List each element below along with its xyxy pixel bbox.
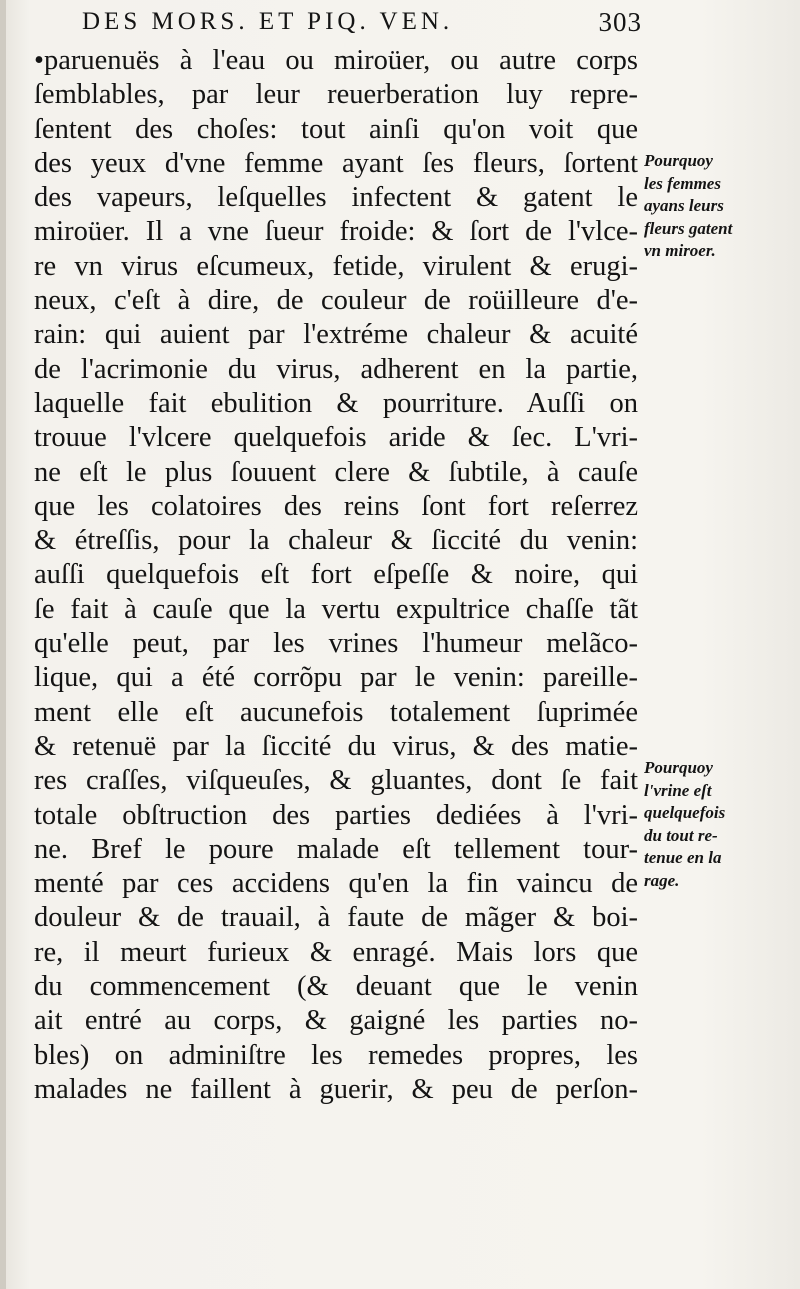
- text-line: ment elle eſt aucunefois totalement ſuprimée: [34, 696, 638, 728]
- text-line: laquelle fait ebulition & pourriture. Auſſi on: [34, 387, 638, 419]
- text-line: bles) on adminiſtre les remedes propres, les: [34, 1039, 638, 1071]
- margin-note-line: les femmes: [644, 173, 721, 193]
- text-line: ne. Bref le poure malade eſt tellement tour-: [34, 833, 638, 865]
- text-line: du commencement (& deuant que le venin: [34, 971, 638, 1003]
- text-line: malades ne faillent à guerir, & peu de perſon-: [34, 1073, 638, 1105]
- text-line: des yeux d'vne femme ayant ſes fleurs, ſortent: [34, 147, 638, 179]
- text-line: & étreſſis, pour la chaleur & ſiccité du venin:: [34, 525, 638, 557]
- page-gutter-shadow: [0, 0, 6, 1289]
- text-line: de l'acrimonie du virus, adherent en la partie,: [34, 353, 638, 385]
- margin-note-line: l'vrine eſt: [644, 780, 712, 800]
- text-line: ne eſt le plus ſouuent clere & ſubtile, à cauſe: [34, 456, 638, 488]
- text-line: ait entré au corps, & gaigné les parties no-: [34, 1005, 638, 1037]
- margin-note-line: rage.: [644, 870, 680, 890]
- running-head: [82, 4, 642, 40]
- margin-note-line: Pourquoy: [644, 151, 713, 170]
- margin-note-mirror: [644, 150, 768, 263]
- text-line: ſentent des choſes: tout ainſi qu'on voit que: [34, 113, 638, 145]
- body-text: [34, 44, 638, 1107]
- margin-note-line: quelquefois: [644, 803, 726, 822]
- margin-note-line: fleurs gatent: [644, 218, 733, 238]
- margin-note-line: ayans leurs: [644, 196, 724, 215]
- text-line: ſemblables, par leur reuerberation luy repre-: [34, 79, 638, 111]
- text-line: qu'elle peut, par les vrines l'humeur melãco-: [34, 628, 638, 660]
- text-line: totale obſtruction des parties dediées à l'vri-: [34, 799, 638, 831]
- text-line: lique, qui a été corrõpu par le venin: pareille-: [34, 662, 638, 694]
- text-line: auſſi quelquefois eſt fort eſpeſſe & noire, qui: [34, 559, 638, 591]
- text-line: res craſſes, viſqueuſes, & gluantes, dont ſe fait: [34, 765, 638, 797]
- text-line: re vn virus eſcumeux, fetide, virulent & erugi-: [34, 250, 638, 282]
- text-line: trouue l'vlcere quelquefois aride & ſec. L'vri-: [34, 422, 638, 454]
- text-line: douleur & de trauail, à faute de mãger & boi-: [34, 902, 638, 934]
- text-line: menté par ces accidens qu'en la fin vaincu de: [34, 868, 638, 900]
- page-number: 303: [598, 7, 642, 37]
- margin-note-line: du tout re-: [644, 825, 718, 845]
- margin-note-line: Pourquoy: [644, 758, 713, 777]
- margin-note-line: vn miroer.: [644, 241, 716, 260]
- text-line: rain: qui auient par l'extréme chaleur & acuité: [34, 319, 638, 351]
- text-line: que les colatoires des reins ſont fort reſerrez: [34, 490, 638, 522]
- text-line: neux, c'eſt à dire, de couleur de roüilleure d'e-: [34, 285, 638, 317]
- running-head-title: DES MORS. ET PIQ. VEN.: [82, 8, 454, 35]
- text-line: re, il meurt furieux & enragé. Mais lors que: [34, 936, 638, 968]
- text-line: •paruenuës à l'eau ou miroüer, ou autre corps: [34, 45, 638, 76]
- text-line: ſe fait à cauſe que la vertu expultrice chaſſe tãt: [34, 593, 638, 625]
- text-line: des vapeurs, leſquelles infectent & gatent le: [34, 182, 638, 214]
- text-line: & retenuë par la ſiccité du virus, & des matie-: [34, 730, 638, 762]
- margin-note-urine: [644, 757, 768, 892]
- text-line: miroüer. Il a vne ſueur froide: & ſort de l'vlce-: [34, 216, 638, 248]
- margin-note-line: tenue en la: [644, 848, 722, 867]
